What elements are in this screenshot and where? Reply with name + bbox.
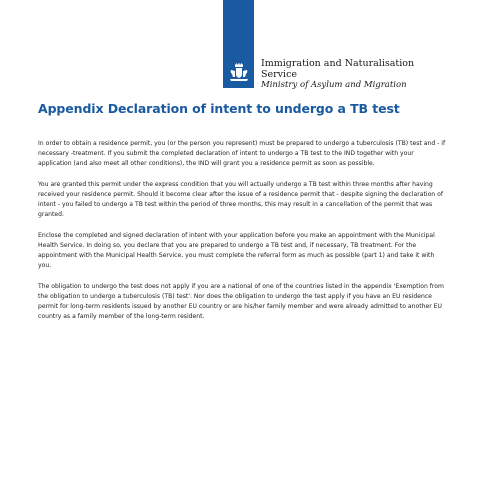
org-line-2: Service	[261, 69, 298, 80]
ministry-name: Ministry of Asylum and Migration	[261, 80, 407, 90]
org-line-1: Immigration and Naturalisation	[261, 58, 415, 69]
paragraph: The obligation to undergo the test does not apply if you are a national of one of the countries listed in the appendix 'Exemption from the obligation to undergo a tuberculosis (TB) test'. Nor does the obligation to undergo the test apply if you have an EU residence permit for long-term residents issued by another EU country or are his/her family member and were already admitted to another EU country as a family member of the long-term resident.	[38, 282, 444, 321]
document-body	[38, 139, 448, 333]
paragraph: You are granted this permit under the express condition that you will actually undergo a TB test within three months after having received your residence permit. Should it become clear after the issue of a residence permit that - despite signing the declaration of intent - you failed to undergo a TB test within the period of three months, this may result in a cancellation of the permit that was granted.	[38, 180, 443, 219]
paragraph: Enclose the completed and signed declaration of intent with your application before you make an appointment with the Municipal Health Service. In doing so, you declare that you are prepared to undergo a TB test and, if necessary, TB treatment. For the appointment with the Municipal Health Service, you must complete the referral form as much as possible (part 1) and take it with you.	[38, 231, 435, 270]
page-title: Appendix Declaration of intent to undergo a TB test	[38, 101, 400, 116]
dutch-royal-crest-icon	[223, 58, 254, 88]
organisation-name	[261, 58, 414, 91]
paragraph: In order to obtain a residence permit, you (or the person you represent) must be prepared to undergo a tuberculosis (TB) test and - if necessary -treatment. If you submit the completed declaration of intent to undergo a TB test to the IND together with your application (and also meet all other conditions), the IND will grant you a residence permit as soon as possible.	[38, 140, 446, 168]
